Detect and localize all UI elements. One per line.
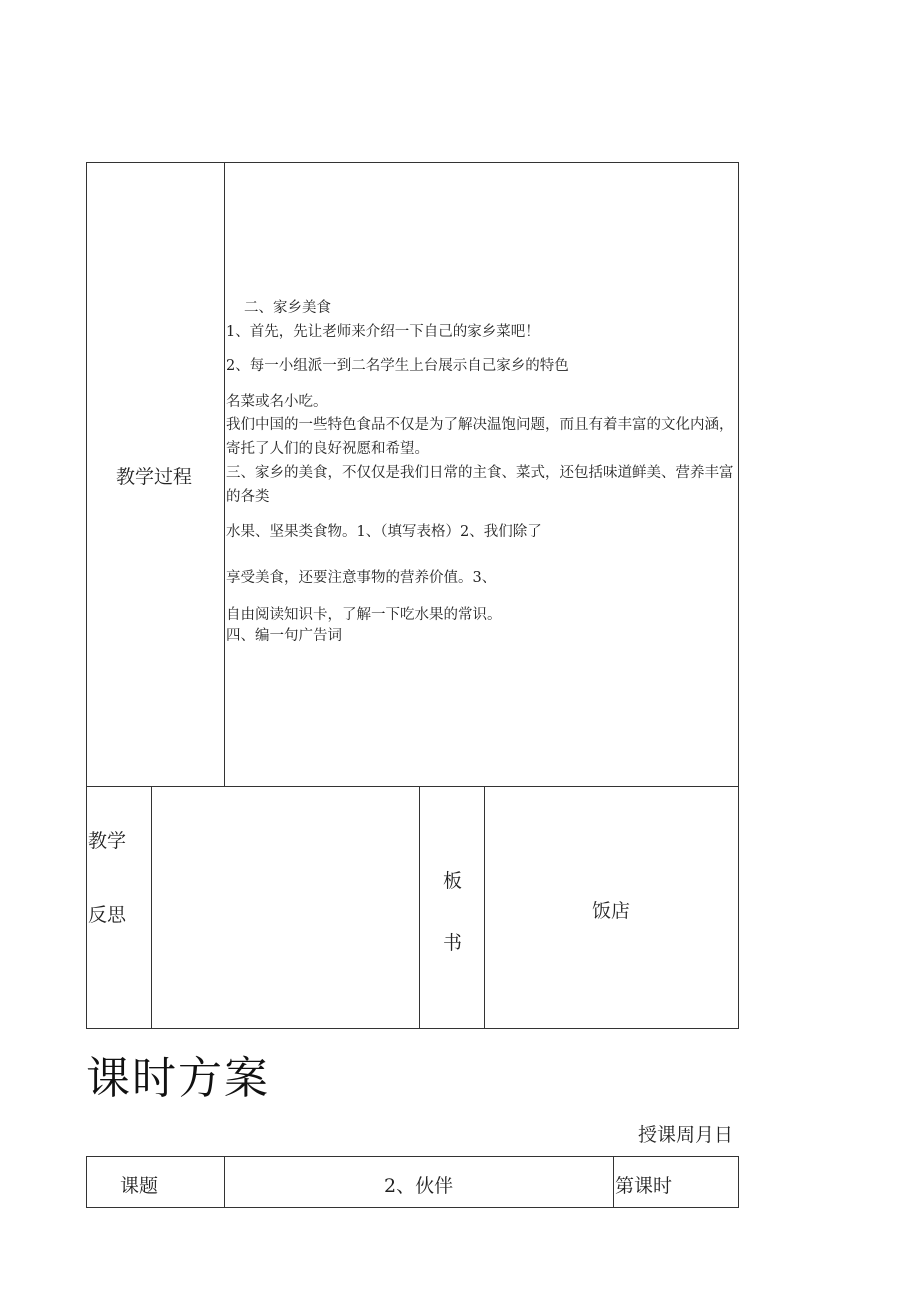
board-right-divider — [484, 786, 485, 1029]
process-line-1: 1、首先，先让老师来介绍一下自己的家乡菜吧！ — [226, 324, 540, 340]
topic-value: 2、伙伴 — [384, 1175, 454, 1197]
process-line-2: 2、每一小组派一到二名学生上台展示自己家乡的特色 — [226, 358, 569, 374]
process-bottom-border — [86, 786, 739, 787]
reflection-label-bottom: 反思 — [88, 904, 127, 926]
period-label: 第课时 — [615, 1175, 673, 1197]
board-content: 饭店 — [592, 900, 631, 922]
process-label: 教学过程 — [116, 466, 193, 488]
process-line-5: 三、家乡的美食，不仅仅是我们日常的主食、菜式，还包括味道鲜美、营养丰富的各类 — [226, 465, 734, 505]
reflection-label-top: 教学 — [88, 830, 127, 852]
topic-label: 课题 — [120, 1175, 159, 1197]
process-divider — [224, 162, 225, 786]
lesson-row-divider-1 — [224, 1156, 225, 1208]
process-line-9: 四、编一句广告词 — [226, 628, 342, 644]
process-line-4: 我们中国的一些特色食品不仅是为了解决温饱问题，而且有着丰富的文化内涵，寄托了人们的良好祝愿和希望。 — [226, 417, 734, 457]
board-label-bottom: 书 — [443, 932, 463, 954]
section-heading-hometown-food: 二、家乡美食 — [244, 300, 331, 316]
reflection-divider — [151, 786, 152, 1029]
process-line-8: 自由阅读知识卡，了解一下吃水果的常识。 — [226, 607, 502, 623]
board-left-divider — [419, 786, 420, 1029]
date-line: 授课周月日 — [638, 1124, 734, 1146]
process-line-7: 享受美食，还要注意事物的营养价值。3、 — [226, 570, 497, 586]
process-table — [86, 162, 739, 1029]
process-line-6: 水果、坚果类食物。1、（填写表格）2、我们除了 — [226, 524, 542, 540]
lesson-row-divider-2 — [613, 1156, 614, 1208]
process-line-3: 名菜或名小吃。 — [226, 394, 328, 410]
board-label-top: 板 — [443, 870, 463, 892]
plan-title: 课时方案 — [86, 1053, 270, 1104]
